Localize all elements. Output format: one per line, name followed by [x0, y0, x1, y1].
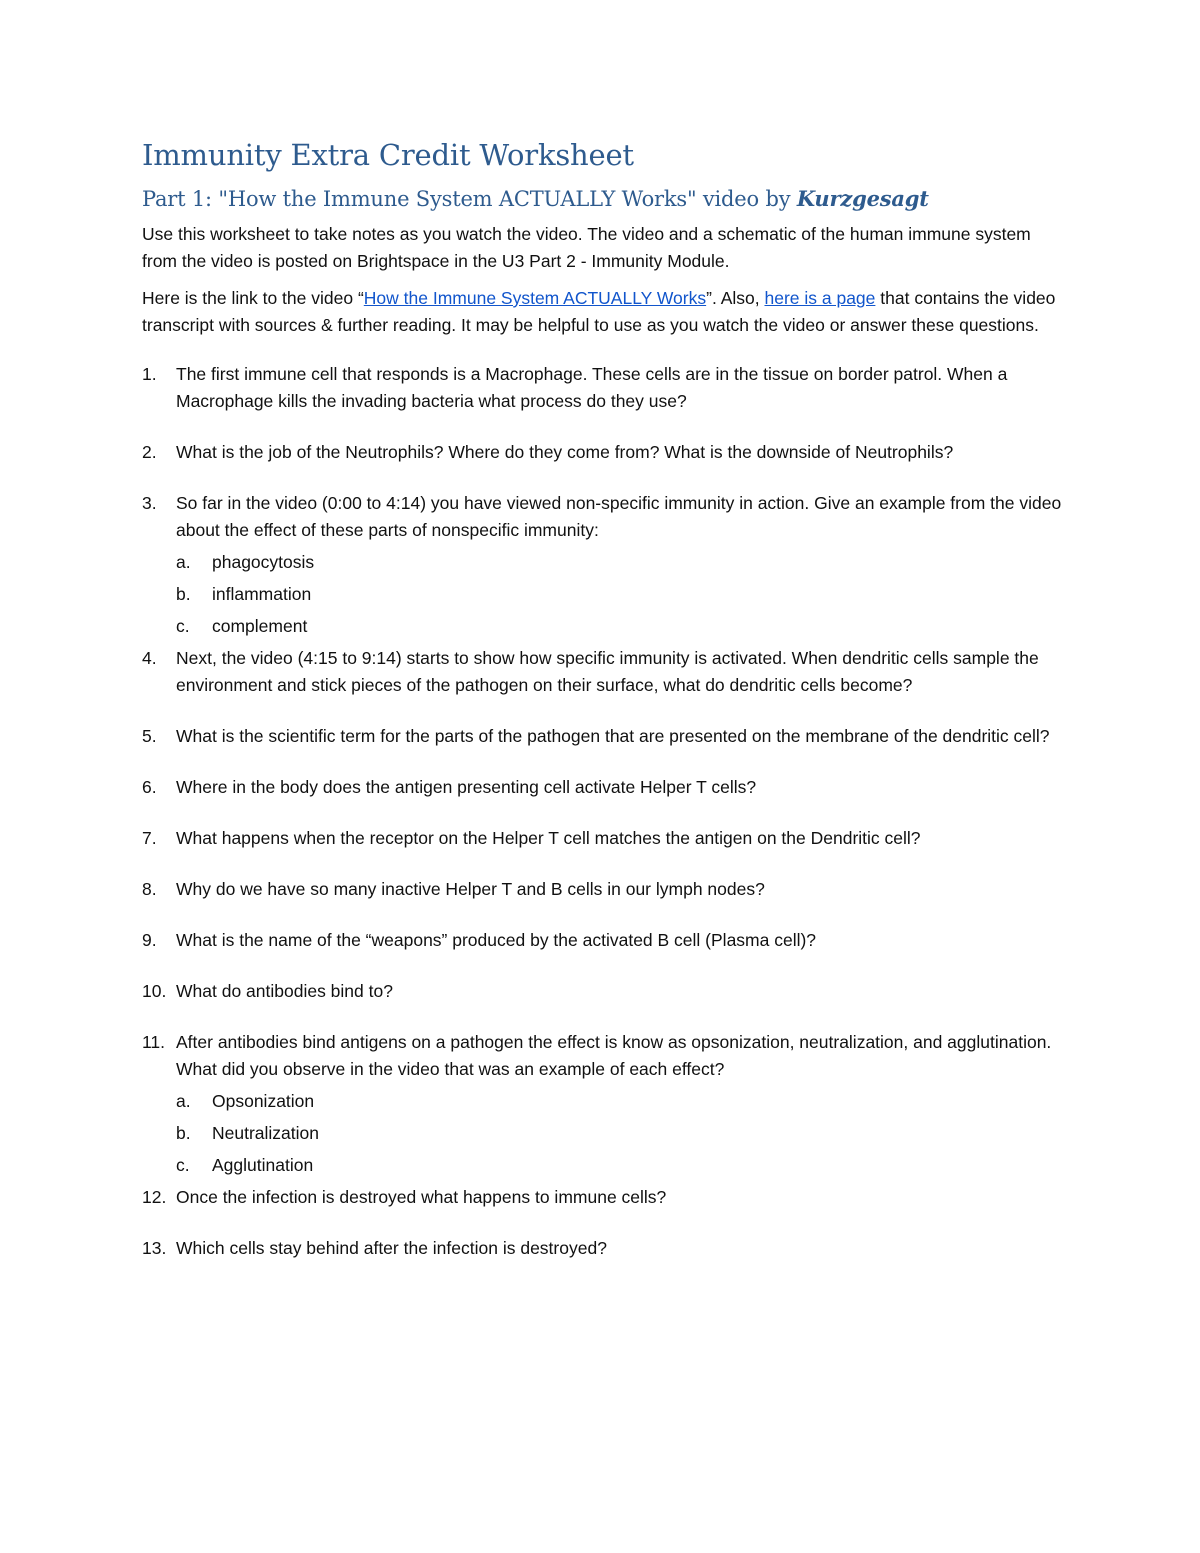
question-text: Next, the video (4:15 to 9:14) starts to show how specific immunity is activated. When dendritic cells sample the environment and stick pieces of the pathogen on their surface, what do dendritic cells become? — [176, 648, 1039, 695]
question-item — [142, 774, 1062, 801]
question-number: 6. — [142, 777, 157, 797]
question-item — [142, 439, 1062, 466]
question-item — [142, 876, 1062, 903]
question-item — [142, 723, 1062, 750]
question-number: 13. — [142, 1238, 167, 1258]
question-text: What is the name of the “weapons” produced by the activated B cell (Plasma cell)? — [176, 930, 817, 950]
sub-question-letter: a. — [176, 1091, 191, 1111]
sub-question-letter: a. — [176, 552, 191, 572]
question-number: 10. — [142, 981, 167, 1001]
question-text: What is the scientific term for the parts of the pathogen that are presented on the membrane of the dendritic cell? — [176, 726, 1050, 746]
question-number: 5. — [142, 726, 157, 746]
video-link[interactable]: How the Immune System ACTUALLY Works — [363, 288, 707, 308]
sub-question-list — [176, 1088, 1062, 1179]
sub-question-letter: c. — [176, 616, 190, 636]
question-item — [142, 1029, 1062, 1179]
sub-question-item — [176, 1152, 1062, 1179]
section-heading — [142, 186, 1062, 211]
sub-question-text: phagocytosis — [212, 552, 315, 572]
question-text: What do antibodies bind to? — [176, 981, 393, 1001]
question-item — [142, 927, 1062, 954]
question-number: 7. — [142, 828, 157, 848]
sub-question-item — [176, 581, 1062, 608]
sub-question-letter: b. — [176, 584, 191, 604]
question-item — [142, 978, 1062, 1005]
question-number: 8. — [142, 879, 157, 899]
question-item — [142, 1184, 1062, 1211]
sub-question-text: complement — [212, 616, 308, 636]
sub-question-text: inflammation — [212, 584, 312, 604]
question-text: Where in the body does the antigen presenting cell activate Helper T cells? — [176, 777, 757, 797]
link-para-before: Here is the link to the video “ — [142, 288, 364, 308]
sub-question-text: Neutralization — [212, 1123, 319, 1143]
sub-question-list — [176, 549, 1062, 640]
question-item — [142, 490, 1062, 640]
question-number: 4. — [142, 648, 157, 668]
sub-question-letter: c. — [176, 1155, 190, 1175]
question-text: The first immune cell that responds is a Macrophage. These cells are in the tissue on border patrol. When a Macrophage kills the invading bacteria what process do they use? — [176, 364, 1008, 411]
page-title: Immunity Extra Credit Worksheet — [142, 138, 634, 172]
intro-paragraph: Use this worksheet to take notes as you watch the video. The video and a schematic of the human immune system from the video is posted on Brightspace in the U3 Part 2 - Immunity Module. — [142, 224, 1031, 271]
question-text: Why do we have so many inactive Helper T and B cells in our lymph nodes? — [176, 879, 765, 899]
question-item — [142, 645, 1062, 699]
author-name: Kurzgesagt — [796, 186, 929, 211]
question-number: 11. — [142, 1032, 166, 1052]
question-number: 3. — [142, 493, 157, 513]
question-number: 12. — [142, 1187, 167, 1207]
transcript-page-link[interactable]: here is a page — [764, 288, 876, 308]
question-item — [142, 1235, 1062, 1262]
sub-question-item — [176, 549, 1062, 576]
question-text: What happens when the receptor on the Helper T cell matches the antigen on the Dendritic cell? — [176, 828, 921, 848]
worksheet-page — [142, 138, 1062, 1286]
question-item — [142, 825, 1062, 852]
link-para-middle: ”. Also, — [706, 288, 765, 308]
question-text: What is the job of the Neutrophils? Where do they come from? What is the downside of Neutrophils? — [176, 442, 954, 462]
question-text: Which cells stay behind after the infection is destroyed? — [176, 1238, 607, 1258]
sub-question-letter: b. — [176, 1123, 191, 1143]
section-heading-text: Part 1: "How the Immune System ACTUALLY Works" video by — [142, 187, 797, 211]
question-number: 9. — [142, 930, 157, 950]
sub-question-text: Opsonization — [212, 1091, 315, 1111]
question-item — [142, 361, 1062, 415]
question-number: 2. — [142, 442, 157, 462]
question-text: So far in the video (0:00 to 4:14) you have viewed non-specific immunity in action. Give an example from the video about the effect of these parts of nonspecific immunity: — [176, 493, 1062, 540]
link-paragraph — [142, 285, 1062, 339]
sub-question-text: Agglutination — [212, 1155, 314, 1175]
sub-question-item — [176, 1088, 1062, 1115]
question-list — [142, 361, 1062, 1262]
link-para-after: that contains the video transcript with sources & further reading. It may be helpful to use as you watch the video or answer these questions. — [142, 288, 1056, 335]
question-text: After antibodies bind antigens on a pathogen the effect is know as opsonization, neutralization, and agglutination. What did you observe in the video that was an example of each effect? — [176, 1032, 1052, 1079]
sub-question-item — [176, 1120, 1062, 1147]
question-text: Once the infection is destroyed what happens to immune cells? — [176, 1187, 667, 1207]
sub-question-item — [176, 613, 1062, 640]
question-number: 1. — [142, 364, 157, 384]
